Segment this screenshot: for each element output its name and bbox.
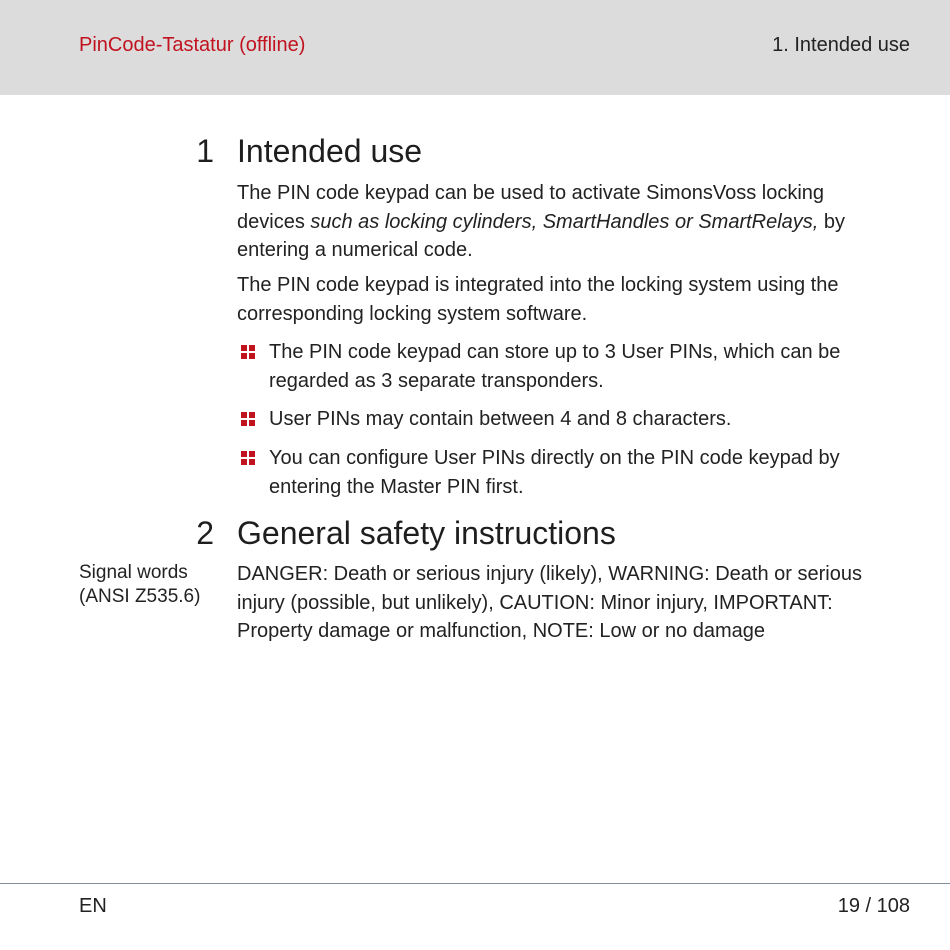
paragraph-1-italic-examples: such as locking cylinders, SmartHandles or SmartRelays, [310,210,819,233]
footer-divider [0,883,950,884]
bullet-text: The PIN code keypad can store up to 3 User PINs, which can be regarded as 3 separate transponders. [269,341,841,392]
paragraph-1-text-end: by entering a numerical code. [237,210,846,261]
section-2-heading: General safety instructions [237,515,616,551]
footer-language: EN [79,895,107,917]
section-2-number: 2 [196,515,214,551]
page-number: 19 / 108 [837,895,910,917]
bullet-item [241,338,881,395]
red-square-bullet-icon [241,451,255,465]
section-1-heading: Intended use [237,133,423,169]
running-section-title: 1. Intended use [772,34,910,56]
bullet-item [241,444,881,501]
bullet-text: User PINs may contain between 4 and 8 characters. [269,408,732,430]
signal-words-text: DANGER: Death or serious injury (likely), WARNING: Death or serious injury (possible, but unlikely), CAUTION: Minor injury, IMPORTANT: Property damage or malfunction, NOTE: Low or no damage [237,563,862,642]
red-square-bullet-icon [241,345,255,359]
section-1-number: 1 [196,133,214,169]
red-square-bullet-icon [241,412,255,426]
page-header [0,0,950,95]
section-1-paragraph-1 [237,179,887,265]
signal-words-margin-label: Signal words (ANSI Z535.6) [79,562,201,607]
document-title: PinCode-Tastatur (offline) [79,34,306,56]
bullet-text: You can configure User PINs directly on the PIN code keypad by entering the Master PIN first. [269,447,840,498]
paragraph-1-text-start: The PIN code keypad can be used to activate SimonsVoss locking devices [237,182,825,233]
bullet-item [241,405,881,434]
section-1-paragraph-2: The PIN code keypad is integrated into the locking system using the corresponding locking system software. [237,274,839,325]
